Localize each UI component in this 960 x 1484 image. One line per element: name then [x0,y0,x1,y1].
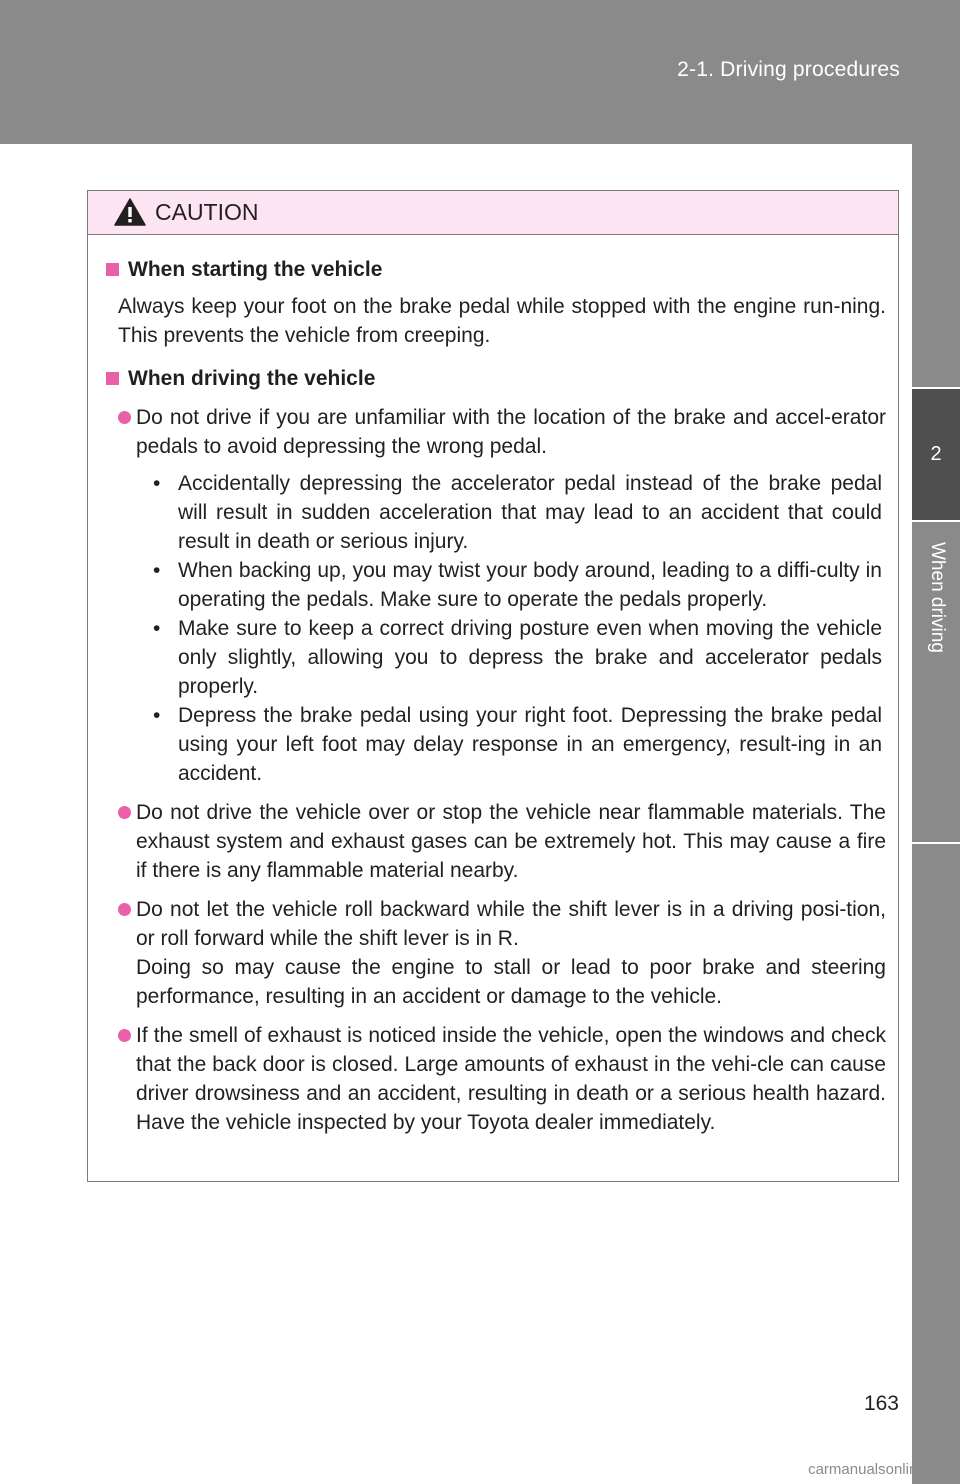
sub-list-item [149,614,882,701]
dot-bullet: • [153,617,161,640]
list-item-text: Do not drive if you are unfamiliar with the location of the brake and accel-erator pedals to avoid depressing the wrong pedal. [136,406,886,458]
caution-box [87,190,899,1182]
dot-bullet: • [153,472,161,495]
chapter-number: 2 [912,389,960,520]
section-title: 2-1. Driving procedures [677,58,900,81]
list-item-text-continued: Doing so may cause the engine to stall or lead to poor brake and steering performance, resulting in an accident or damage to the vehicle. [136,956,886,1008]
section-heading-text: When starting the vehicle [128,258,383,281]
square-bullet-icon [106,263,119,276]
circle-bullet-icon [118,1029,131,1042]
dot-bullet: • [153,559,161,582]
sub-list-item-text: Depress the brake pedal using your right foot. Depressing the brake pedal using your left foot may delay response in an emergency, result-ing in an accident. [178,704,882,785]
dot-bullet: • [153,704,161,727]
caution-title: CAUTION [155,199,259,225]
chapter-label: When driving [927,542,948,653]
sub-list-item-text: Make sure to keep a correct driving posture even when moving the vehicle only slightly, allowing you to depress the brake and accelerator pedals properly. [178,617,882,698]
page-number: 163 [863,1392,899,1415]
sub-list-item-text: When backing up, you may twist your body around, leading to a diffi-culty in operating the pedals. Make sure to operate the pedals properly. [178,559,882,611]
list-item-text: Do not drive the vehicle over or stop the vehicle near flammable materials. The exhaust system and exhaust gases can be extremely hot. This may cause a fire if there is any flammable material nearby. [136,801,886,882]
chapter-side-tab [912,144,960,1484]
square-bullet-icon [106,372,119,385]
sub-list-item [149,701,882,788]
list-item-text: If the smell of exhaust is noticed inside the vehicle, open the windows and check that the back door is closed. Large amounts of exhaust in the vehi-cle can cause driver drowsiness and an accident, resulting in death or a serious health hazard. Have the vehicle inspected by your Toyota dealer immediately. [136,1024,886,1134]
section-heading [106,364,886,393]
sub-list-item-text: Accidentally depressing the accelerator pedal instead of the brake pedal will result in sudden acceleration that may lead to an accident that could result in death or serious injury. [178,472,882,553]
circle-bullet-icon [118,806,131,819]
circle-bullet-icon [118,903,131,916]
caution-content [88,235,898,1137]
section-heading-text: When driving the vehicle [128,367,376,390]
chapter-label-block [912,522,960,842]
sub-list-item [149,469,882,556]
sub-list-item [149,556,882,614]
list-item [106,403,886,461]
watermark: carmanualsonline.info [808,1461,954,1478]
list-item [106,798,886,885]
warning-triangle-icon [114,198,146,226]
list-item [106,1021,886,1137]
list-item [106,895,886,1011]
side-tab-top [912,144,960,387]
list-item-text: Do not let the vehicle roll backward while the shift lever is in a driving posi-tion, or roll forward while the shift lever is in R. [136,898,886,950]
section-paragraph: Always keep your foot on the brake pedal while stopped with the engine run-ning. This prevents the vehicle from creeping. [118,295,886,347]
page-header [0,0,960,144]
side-tab-bottom [912,844,960,1484]
caution-header [88,191,898,235]
section-heading [106,255,886,284]
sub-list [149,469,886,788]
list-item-text-group [136,895,886,1011]
circle-bullet-icon [118,411,131,424]
